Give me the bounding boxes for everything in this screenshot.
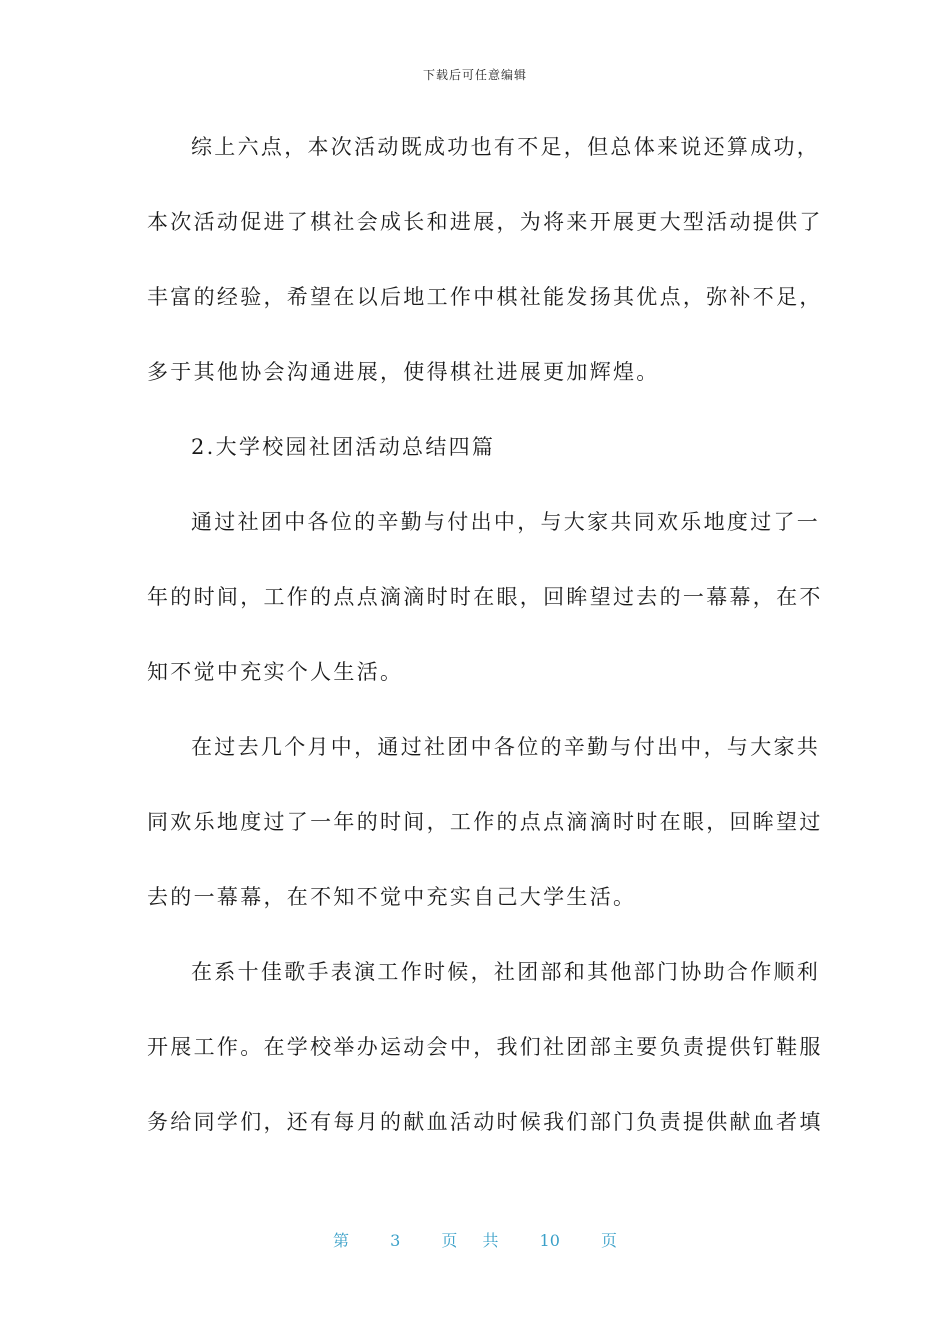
page-footer [0, 1228, 950, 1251]
page-header [0, 66, 950, 83]
paragraph-line: 在系十佳歌手表演工作时候，社团部和其他部门协助合作顺利 [191, 960, 821, 984]
paragraph-line: 丰富的经验，希望在以后地工作中棋社能发扬其优点，弥补不足， [147, 285, 823, 309]
paragraph-line: 同欢乐地度过了一年的时间，工作的点点滴滴时时在眼，回眸望过 [147, 810, 823, 834]
paragraph-line: 通过社团中各位的辛勤与付出中，与大家共同欢乐地度过了一 [191, 510, 821, 534]
page-suffix: 页 [601, 1231, 618, 1250]
paragraph-line: 去的一幕幕，在不知不觉中充实自己大学生活。 [147, 885, 637, 909]
paragraph-line: 务给同学们，还有每月的献血活动时候我们部门负责提供献血者填 [147, 1110, 823, 1134]
page-label: 第 [332, 1231, 349, 1250]
paragraph-line: 综上六点，本次活动既成功也有不足，但总体来说还算成功， [191, 135, 821, 159]
header-note: 下载后可任意编辑 [422, 68, 527, 82]
page-total: 10 [539, 1231, 560, 1250]
paragraph-line: 年的时间，工作的点点滴滴时时在眼，回眸望过去的一幕幕，在不 [147, 585, 823, 609]
paragraph-line: 在过去几个月中，通过社团中各位的辛勤与付出中，与大家共 [191, 735, 821, 759]
page-middle: 页 共 [441, 1231, 499, 1250]
paragraph-line: 开展工作。在学校举办运动会中，我们社团部主要负责提供钉鞋服 [147, 1035, 823, 1059]
page-current: 3 [390, 1231, 401, 1250]
paragraph-line: 知不觉中充实个人生活。 [147, 660, 404, 684]
paragraph-line: 本次活动促进了棋社会成长和进展，为将来开展更大型活动提供了 [147, 210, 823, 234]
section-heading: 2.大学校园社团活动总结四篇 [191, 435, 496, 459]
document-body [147, 128, 823, 1178]
paragraph-line: 多于其他协会沟通进展，使得棋社进展更加辉煌。 [147, 360, 660, 384]
